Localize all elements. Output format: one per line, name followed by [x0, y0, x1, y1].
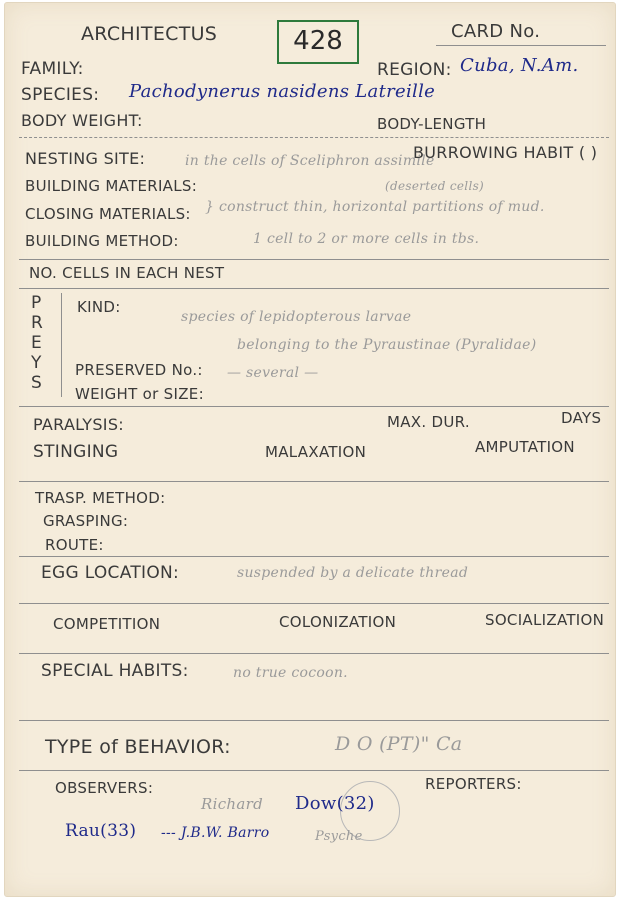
- preys-letter-2: R: [31, 313, 44, 333]
- egg-location-label: EGG LOCATION:: [41, 563, 180, 583]
- preys-divider: [61, 293, 62, 397]
- prey-kind-value-1: species of lepidopterous larvae: [181, 309, 412, 325]
- nesting-site-note: (deserted cells): [385, 179, 485, 193]
- stinging-label: STINGING: [33, 442, 119, 462]
- grasping-label: GRASPING:: [43, 512, 129, 530]
- preys-letter-1: P: [31, 293, 42, 313]
- body-length-label: BODY-LENGTH: [377, 115, 487, 133]
- observer-richard: Richard: [201, 795, 263, 813]
- index-card: [4, 2, 616, 897]
- observer-barro: --- J.B.W. Barro: [161, 825, 270, 841]
- card-no-rule: [436, 45, 606, 46]
- rule-3: [19, 288, 609, 289]
- region-value: Cuba, N.Am.: [460, 55, 579, 76]
- body-weight-label: BODY WEIGHT:: [21, 111, 143, 130]
- rule-7: [19, 603, 609, 604]
- building-method-label: BUILDING METHOD:: [25, 232, 179, 250]
- source-psyche: Psyche: [315, 829, 363, 844]
- rule-2: [19, 259, 609, 260]
- burrowing-habit-label: BURROWING HABIT ( ): [413, 143, 598, 162]
- behavior-value: D O (PT)" Ca: [335, 733, 463, 755]
- egg-location-value: suspended by a delicate thread: [237, 565, 469, 581]
- rule-9: [19, 720, 609, 721]
- route-label: ROUTE:: [45, 536, 104, 554]
- region-label: REGION:: [377, 60, 452, 80]
- closing-materials-label: CLOSING MATERIALS:: [25, 205, 191, 223]
- preserved-value: — several —: [227, 365, 319, 381]
- observer-rau: Rau(33): [65, 821, 137, 841]
- preys-letter-5: S: [31, 373, 43, 393]
- rule-6: [19, 556, 609, 557]
- card-number: 428: [293, 26, 343, 56]
- observer-dow: Dow(32): [295, 793, 375, 814]
- building-materials-label: BUILDING MATERIALS:: [25, 177, 198, 195]
- transport-method-label: TRASP. METHOD:: [35, 489, 166, 507]
- observers-label: OBSERVERS:: [55, 779, 154, 797]
- competition-label: COMPETITION: [53, 615, 161, 633]
- closing-materials-value: } construct thin, horizontal partitions of mud.: [205, 199, 545, 215]
- socialization-label: SOCIALIZATION: [485, 611, 605, 629]
- prey-kind-value-2: belonging to the Pyraustinae (Pyralidae): [237, 337, 537, 353]
- species-label: SPECIES:: [21, 85, 100, 105]
- days-label: DAYS: [561, 409, 602, 427]
- reporters-label: REPORTERS:: [425, 775, 522, 793]
- species-value: Pachodynerus nasidens Latreille: [129, 81, 436, 102]
- cells-in-nest-label: NO. CELLS IN EACH NEST: [29, 264, 225, 282]
- weight-size-label: WEIGHT or SIZE:: [75, 385, 204, 403]
- card-no-label: CARD No.: [451, 21, 541, 42]
- card-number-box: [277, 20, 359, 64]
- rule-4: [19, 406, 609, 407]
- rule-5: [19, 481, 609, 482]
- amputation-label: AMPUTATION: [475, 438, 575, 456]
- special-habits-value: no true cocoon.: [233, 665, 348, 681]
- family-label: FAMILY:: [21, 59, 84, 79]
- preys-letter-3: E: [31, 333, 43, 353]
- nesting-site-label: NESTING SITE:: [25, 149, 146, 168]
- rule-10: [19, 770, 609, 771]
- behavior-label: TYPE of BEHAVIOR:: [45, 736, 231, 758]
- nesting-site-value: in the cells of Sceliphron assimile: [185, 153, 435, 169]
- rule-1: [19, 137, 609, 138]
- preserved-label: PRESERVED No.:: [75, 361, 203, 379]
- rule-8: [19, 653, 609, 654]
- colonization-label: COLONIZATION: [279, 613, 397, 631]
- paralysis-label: PARALYSIS:: [33, 415, 124, 434]
- card-title: ARCHITECTUS: [81, 23, 218, 45]
- malaxation-label: MALAXATION: [265, 443, 367, 461]
- building-method-value: 1 cell to 2 or more cells in tbs.: [253, 231, 480, 247]
- preys-letter-4: Y: [31, 353, 42, 373]
- prey-kind-label: KIND:: [77, 298, 121, 316]
- max-dur-label: MAX. DUR.: [387, 413, 470, 431]
- special-habits-label: SPECIAL HABITS:: [41, 661, 189, 681]
